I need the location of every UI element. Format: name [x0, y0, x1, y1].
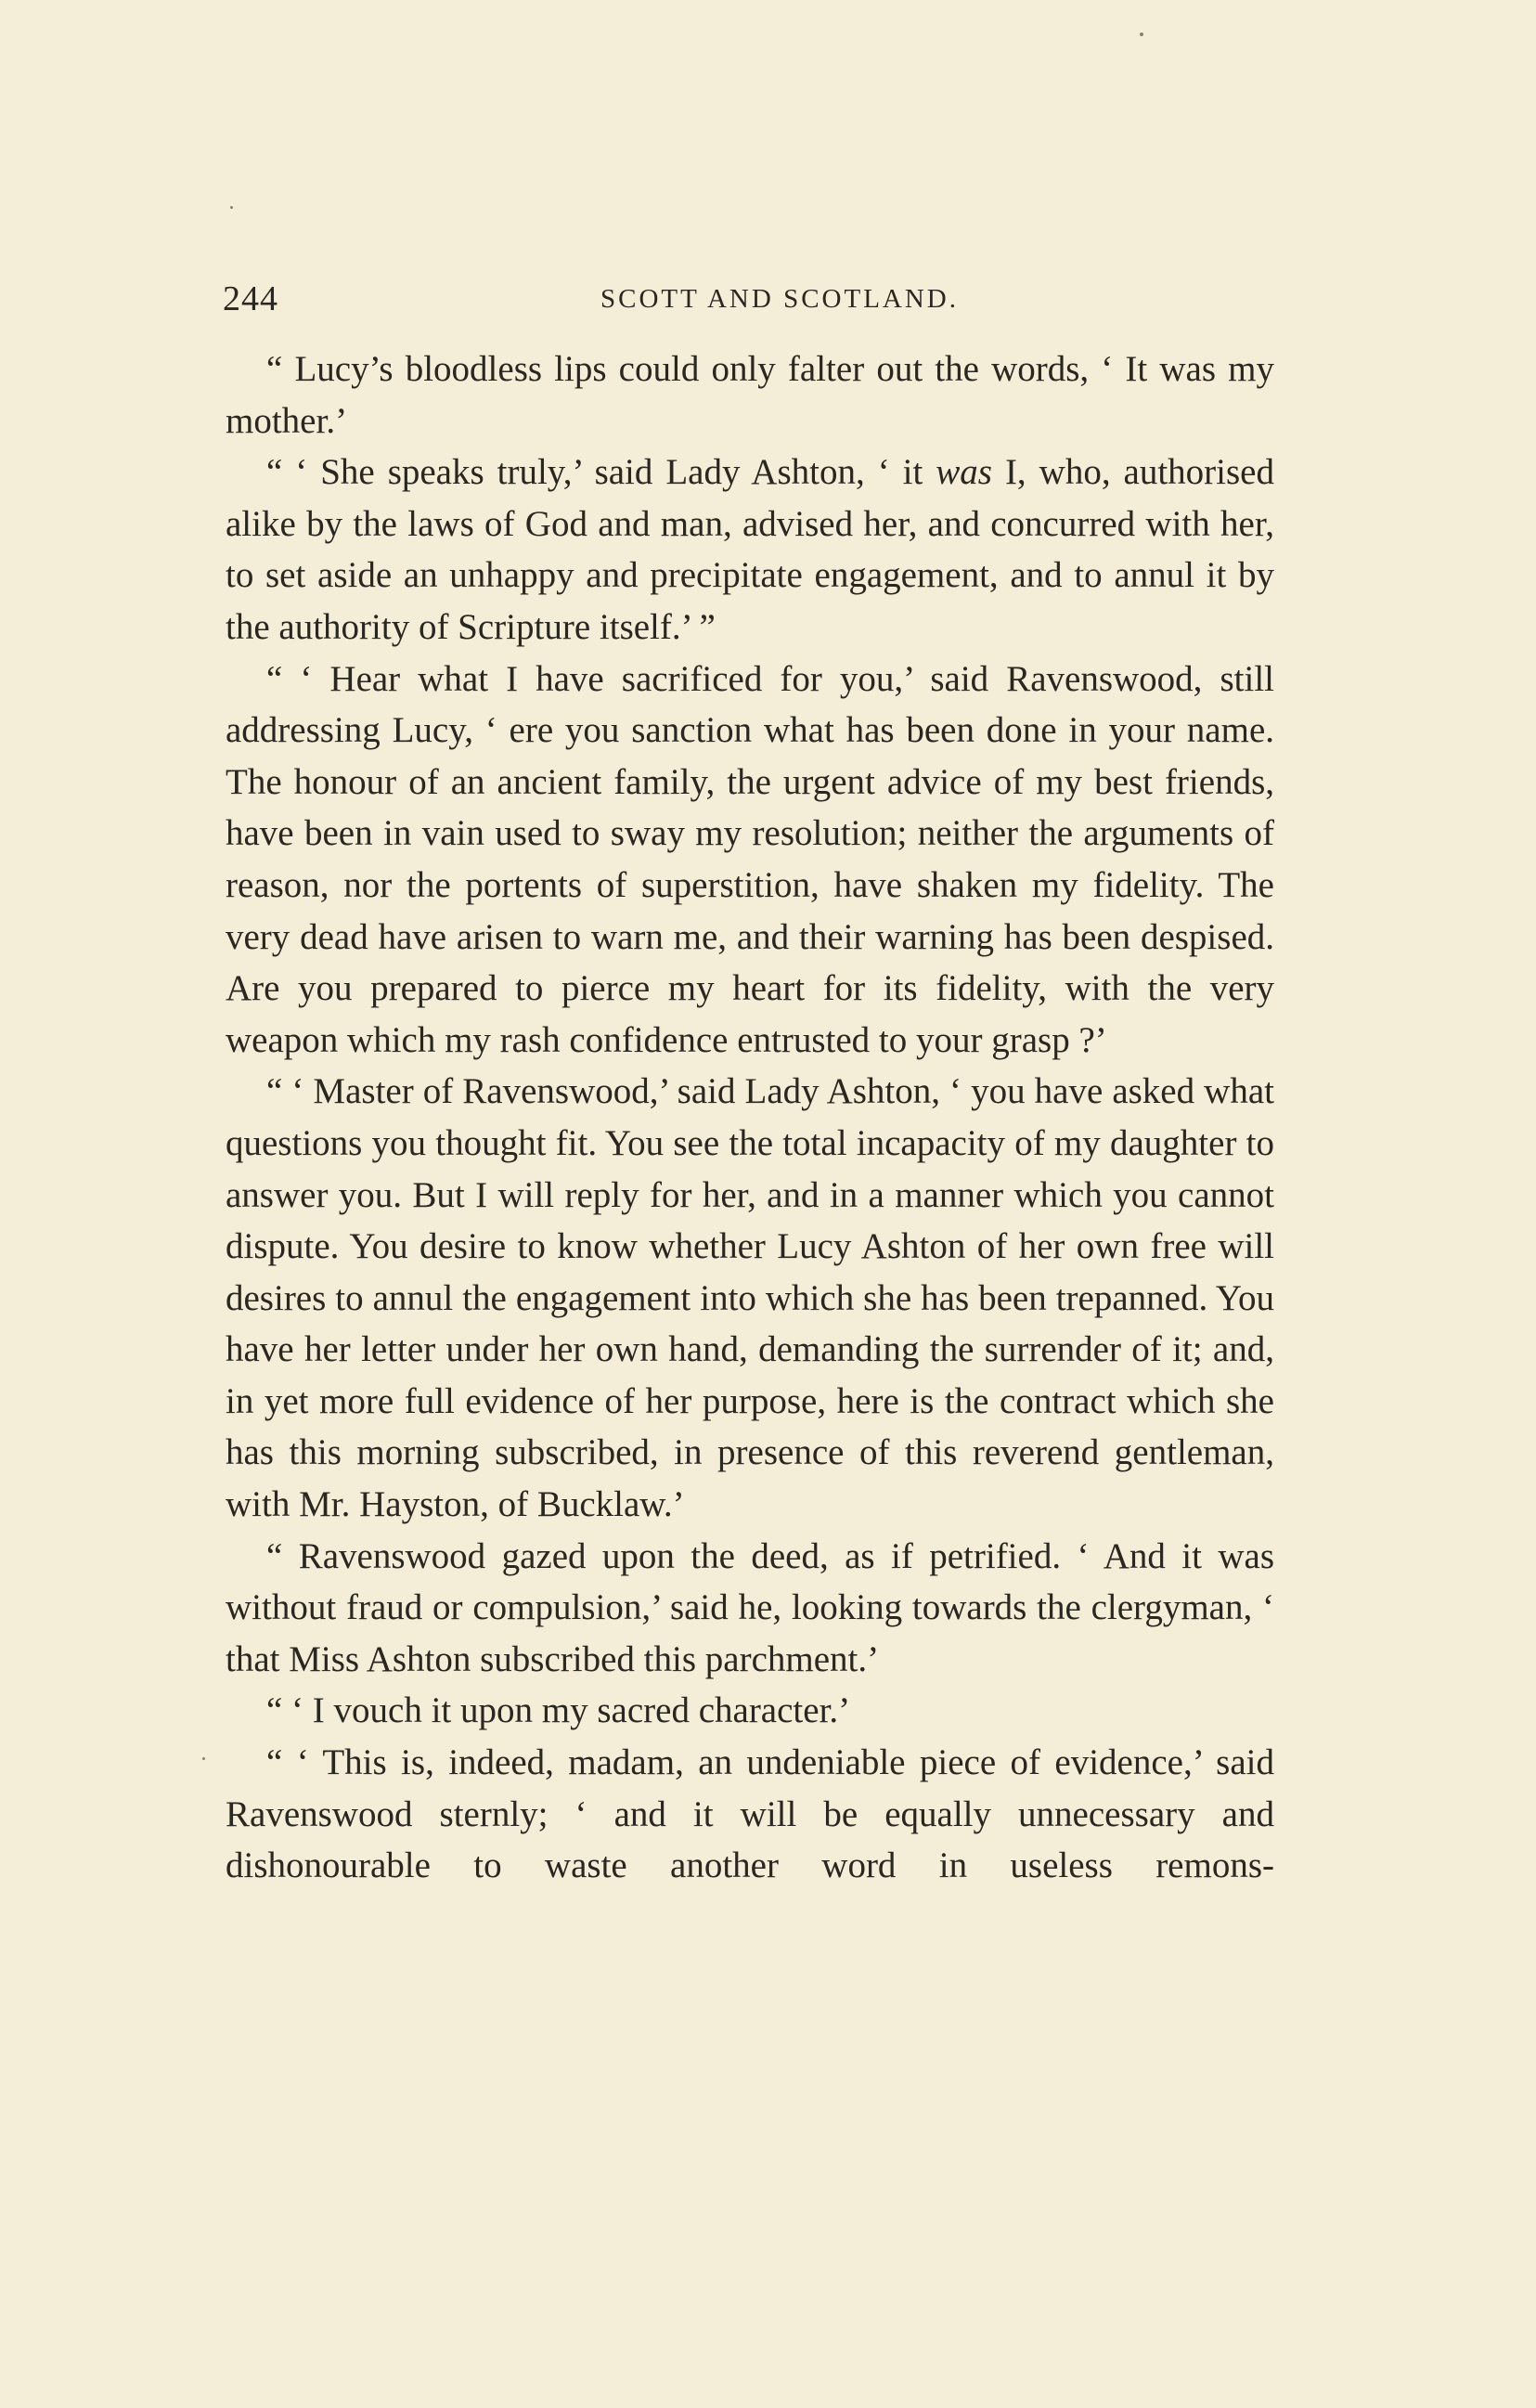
paragraph-text: I, who, authorised alike by the laws of God and man, advised her, and concurred with her, to set aside an unhappy and precipitate engagement, and to annul it by the authority of Scripture itself.’ ” [226, 452, 1274, 647]
body-text [226, 343, 1274, 1892]
paragraph: “ ‘ Master of Ravenswood,’ said Lady Ashton, ‘ you have asked what questions you thought fit. You see the total incapacity of my daughter to answer you. But I will reply for her, and in a manner which you cannot dispute. You desire to know whether Lucy Ashton of her own free will desires to annul the engagement into which she has been trepanned. You have her letter under her own hand, demanding the surrender of it; and, in yet more full evidence of her purpose, here is the contract which she has this morning subscribed, in presence of this reverend gentleman, with Mr. Hayston, of Bucklaw.’ [226, 1071, 1274, 1525]
emphasis-text: was [936, 452, 992, 493]
paragraph: “ ‘ This is, indeed, madam, an undeniable piece of evidence,’ said Ravenswood sternly; ‘ and it will be equally unnecessary and dishonourable to waste another word in useless remons- [226, 1742, 1274, 1886]
paper-speck [202, 1757, 205, 1760]
paper-speck [1140, 32, 1143, 36]
page-header [223, 278, 1281, 325]
paper-speck [230, 206, 233, 209]
paragraph-text: “ ‘ She speaks truly,’ said Lady Ashton, ‘ it [266, 452, 936, 493]
running-title: SCOTT AND SCOTLAND. [600, 284, 959, 314]
paragraph: “ Lucy’s bloodless lips could only falter out the words, ‘ It was my mother.’ [226, 349, 1274, 441]
paragraph: “ ‘ Hear what I have sacrificed for you,’ said Ravenswood, still addressing Lucy, ‘ ere you sanction what has been done in your name. The honour of an ancient family, the urgent advice of my best friends, have been in vain used to sway my resolution; neither the arguments of reason, nor the portents of superstition, have shaken my fidelity. The very dead have arisen to warn me, and their warning has been despised. Are you prepared to pierce my heart for its fidelity, with the very weapon which my rash confidence entrusted to your grasp ?’ [226, 658, 1274, 1060]
paragraph: “ Ravenswood gazed upon the deed, as if petrified. ‘ And it was without fraud or compulsion,’ said he, looking towards the clergyman, ‘ that Miss Ashton subscribed this parchment.’ [226, 1535, 1274, 1679]
paragraph [226, 447, 1274, 653]
page-number: 244 [223, 279, 278, 318]
paragraph: “ ‘ I vouch it upon my sacred character.’ [266, 1690, 851, 1731]
